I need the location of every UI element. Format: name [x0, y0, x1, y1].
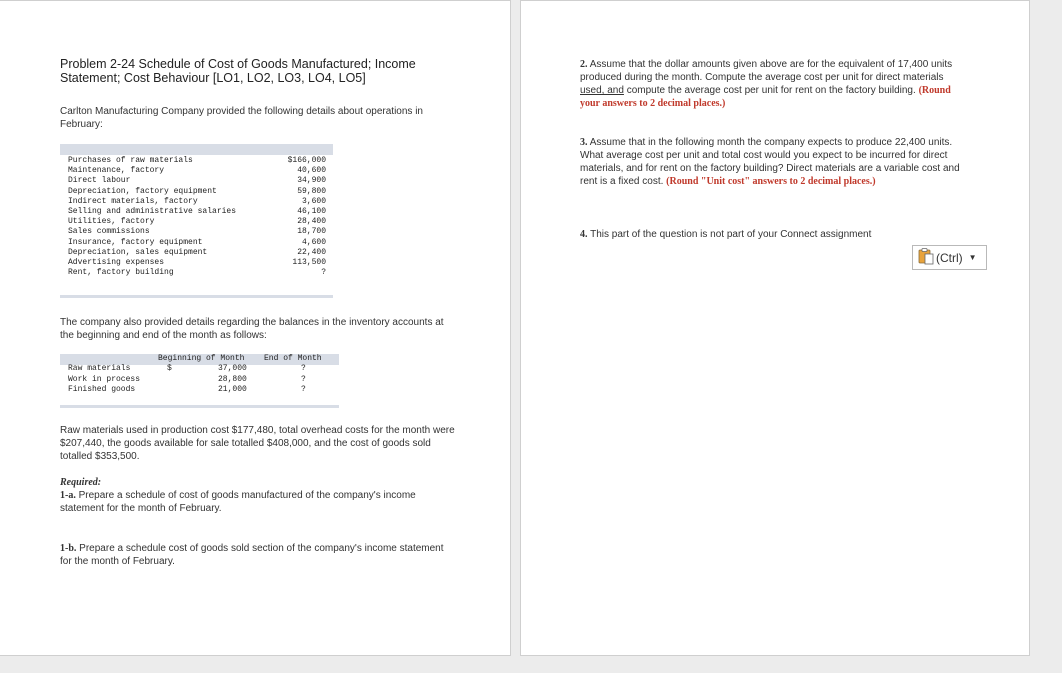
inventory-table	[68, 354, 340, 396]
cost-amount: 40,600	[297, 166, 326, 176]
inventory-label: Finished goods	[68, 385, 136, 394]
inventory-end: ?	[301, 364, 306, 373]
cost-row	[68, 248, 326, 258]
cost-row	[68, 187, 326, 197]
cost-row	[68, 227, 326, 237]
right-page	[520, 0, 1030, 656]
inventory-intro: The company also provided details regarding the balances in the inventory accounts at the beginning and end of the month as follows:	[60, 317, 444, 341]
cost-row	[68, 268, 326, 278]
summary-text: Raw materials used in production cost $177,480, total overhead costs for the month were $207,440, the goods available for sale totalled $408,000, and the cost of goods sold totalled $353,500.	[60, 425, 455, 462]
inventory-row	[68, 375, 340, 386]
inventory-end: ?	[301, 385, 306, 394]
paste-options-button[interactable]	[912, 245, 987, 270]
cost-label: Indirect materials, factory	[68, 196, 198, 206]
cost-amount: 59,800	[297, 186, 326, 196]
cost-amount: ?	[321, 268, 326, 278]
header-beginning: Beginning of Month	[158, 354, 245, 363]
cost-label: Insurance, factory equipment	[68, 237, 203, 247]
cost-amount: 113,500	[292, 258, 326, 268]
paste-options-label: (Ctrl)	[936, 250, 963, 265]
cost-amount: 4,600	[301, 237, 326, 247]
cost-label: Sales commissions	[68, 227, 150, 237]
requirements	[60, 476, 455, 515]
cost-amount: 18,700	[297, 227, 326, 237]
cost-row	[68, 197, 326, 207]
cost-label: Maintenance, factory	[68, 166, 165, 176]
cost-label: Rent, factory building	[68, 268, 174, 278]
required-label: Required:	[60, 477, 102, 488]
inventory-label: Raw materials	[68, 364, 131, 373]
cost-row	[68, 207, 326, 217]
cost-label: Depreciation, factory equipment	[68, 186, 217, 196]
cost-amount: $166,000	[287, 156, 326, 165]
left-page	[0, 0, 511, 656]
intro-text: Carlton Manufacturing Company provided the following details about operations in February:	[60, 106, 423, 130]
inventory-row	[68, 364, 340, 375]
question-3: 3. Assume that in the following month the company expects to produce 22,400 units. What average cost per unit and total cost would you expect to be incurred for direct materials, and for rent on the factory building? Direct materials are a variable cost and rent is a fixed cost. (Round "Unit cost" answers to 2 decimal places.)	[580, 137, 960, 187]
cost-row	[68, 238, 326, 248]
inventory-rows	[68, 364, 340, 396]
clipboard-icon	[917, 247, 936, 268]
question-2: 2. Assume that the dollar amounts given above are for the equivalent of 17,400 units produced during the month. Compute the average cost per unit for direct materials used, and compute the average cost per unit for rent on the factory building. (Round your answers to 2 decimal places.)	[580, 59, 953, 109]
inventory-header	[68, 354, 340, 364]
rounding-note-q2: (Round your answers to 2 decimal places.)	[580, 85, 951, 109]
problem-title: Problem 2-24 Schedule of Cost of Goods Manufactured; Income Statement; Cost Behaviour [LO1, LO2, LO3, LO4, LO5]	[60, 57, 416, 85]
rounding-note-q3: (Round "Unit cost" answers to 2 decimal places.)	[666, 176, 876, 187]
cost-amount: 22,400	[297, 247, 326, 257]
req-1a: 1-a. Prepare a schedule of cost of goods manufactured of the company's income statement for the month of February.	[60, 490, 416, 514]
cost-label: Purchases of raw materials	[68, 156, 193, 165]
cost-label: Depreciation, sales equipment	[68, 247, 208, 257]
table-bottom-bar	[60, 295, 333, 298]
inventory-bottom-bar	[60, 405, 339, 408]
inventory-beginning: 21,000	[218, 385, 247, 394]
cost-row	[68, 156, 326, 166]
cost-amount: 28,400	[297, 217, 326, 227]
question-4: 4. This part of the question is not part of your Connect assignment	[580, 229, 872, 240]
req-1b: 1-b. Prepare a schedule cost of goods sold section of the company's income statement for the month of February.	[60, 543, 444, 567]
cost-row	[68, 258, 326, 268]
cost-label: Selling and administrative salaries	[68, 207, 237, 217]
inventory-row	[68, 385, 340, 396]
header-end: End of Month	[264, 354, 322, 363]
cost-label: Utilities, factory	[68, 217, 155, 227]
chevron-down-icon: ▼	[968, 253, 977, 262]
cost-amount: 3,600	[301, 196, 326, 206]
dollar-sign: $	[167, 364, 172, 373]
cost-row	[68, 217, 326, 227]
underlined-phrase: used, and	[580, 85, 624, 96]
inventory-end: ?	[301, 374, 306, 384]
cost-row	[68, 166, 326, 176]
cost-label: Direct labour	[68, 176, 131, 186]
table-top-bar	[60, 144, 333, 155]
cost-table	[68, 156, 326, 278]
cost-amount: 46,100	[297, 207, 326, 217]
inventory-beginning: 28,800	[218, 374, 247, 384]
inventory-beginning: 37,000	[218, 364, 247, 373]
cost-amount: 34,900	[297, 176, 326, 186]
cost-label: Advertising expenses	[68, 258, 165, 268]
inventory-label: Work in process	[68, 374, 141, 384]
cost-row	[68, 176, 326, 186]
